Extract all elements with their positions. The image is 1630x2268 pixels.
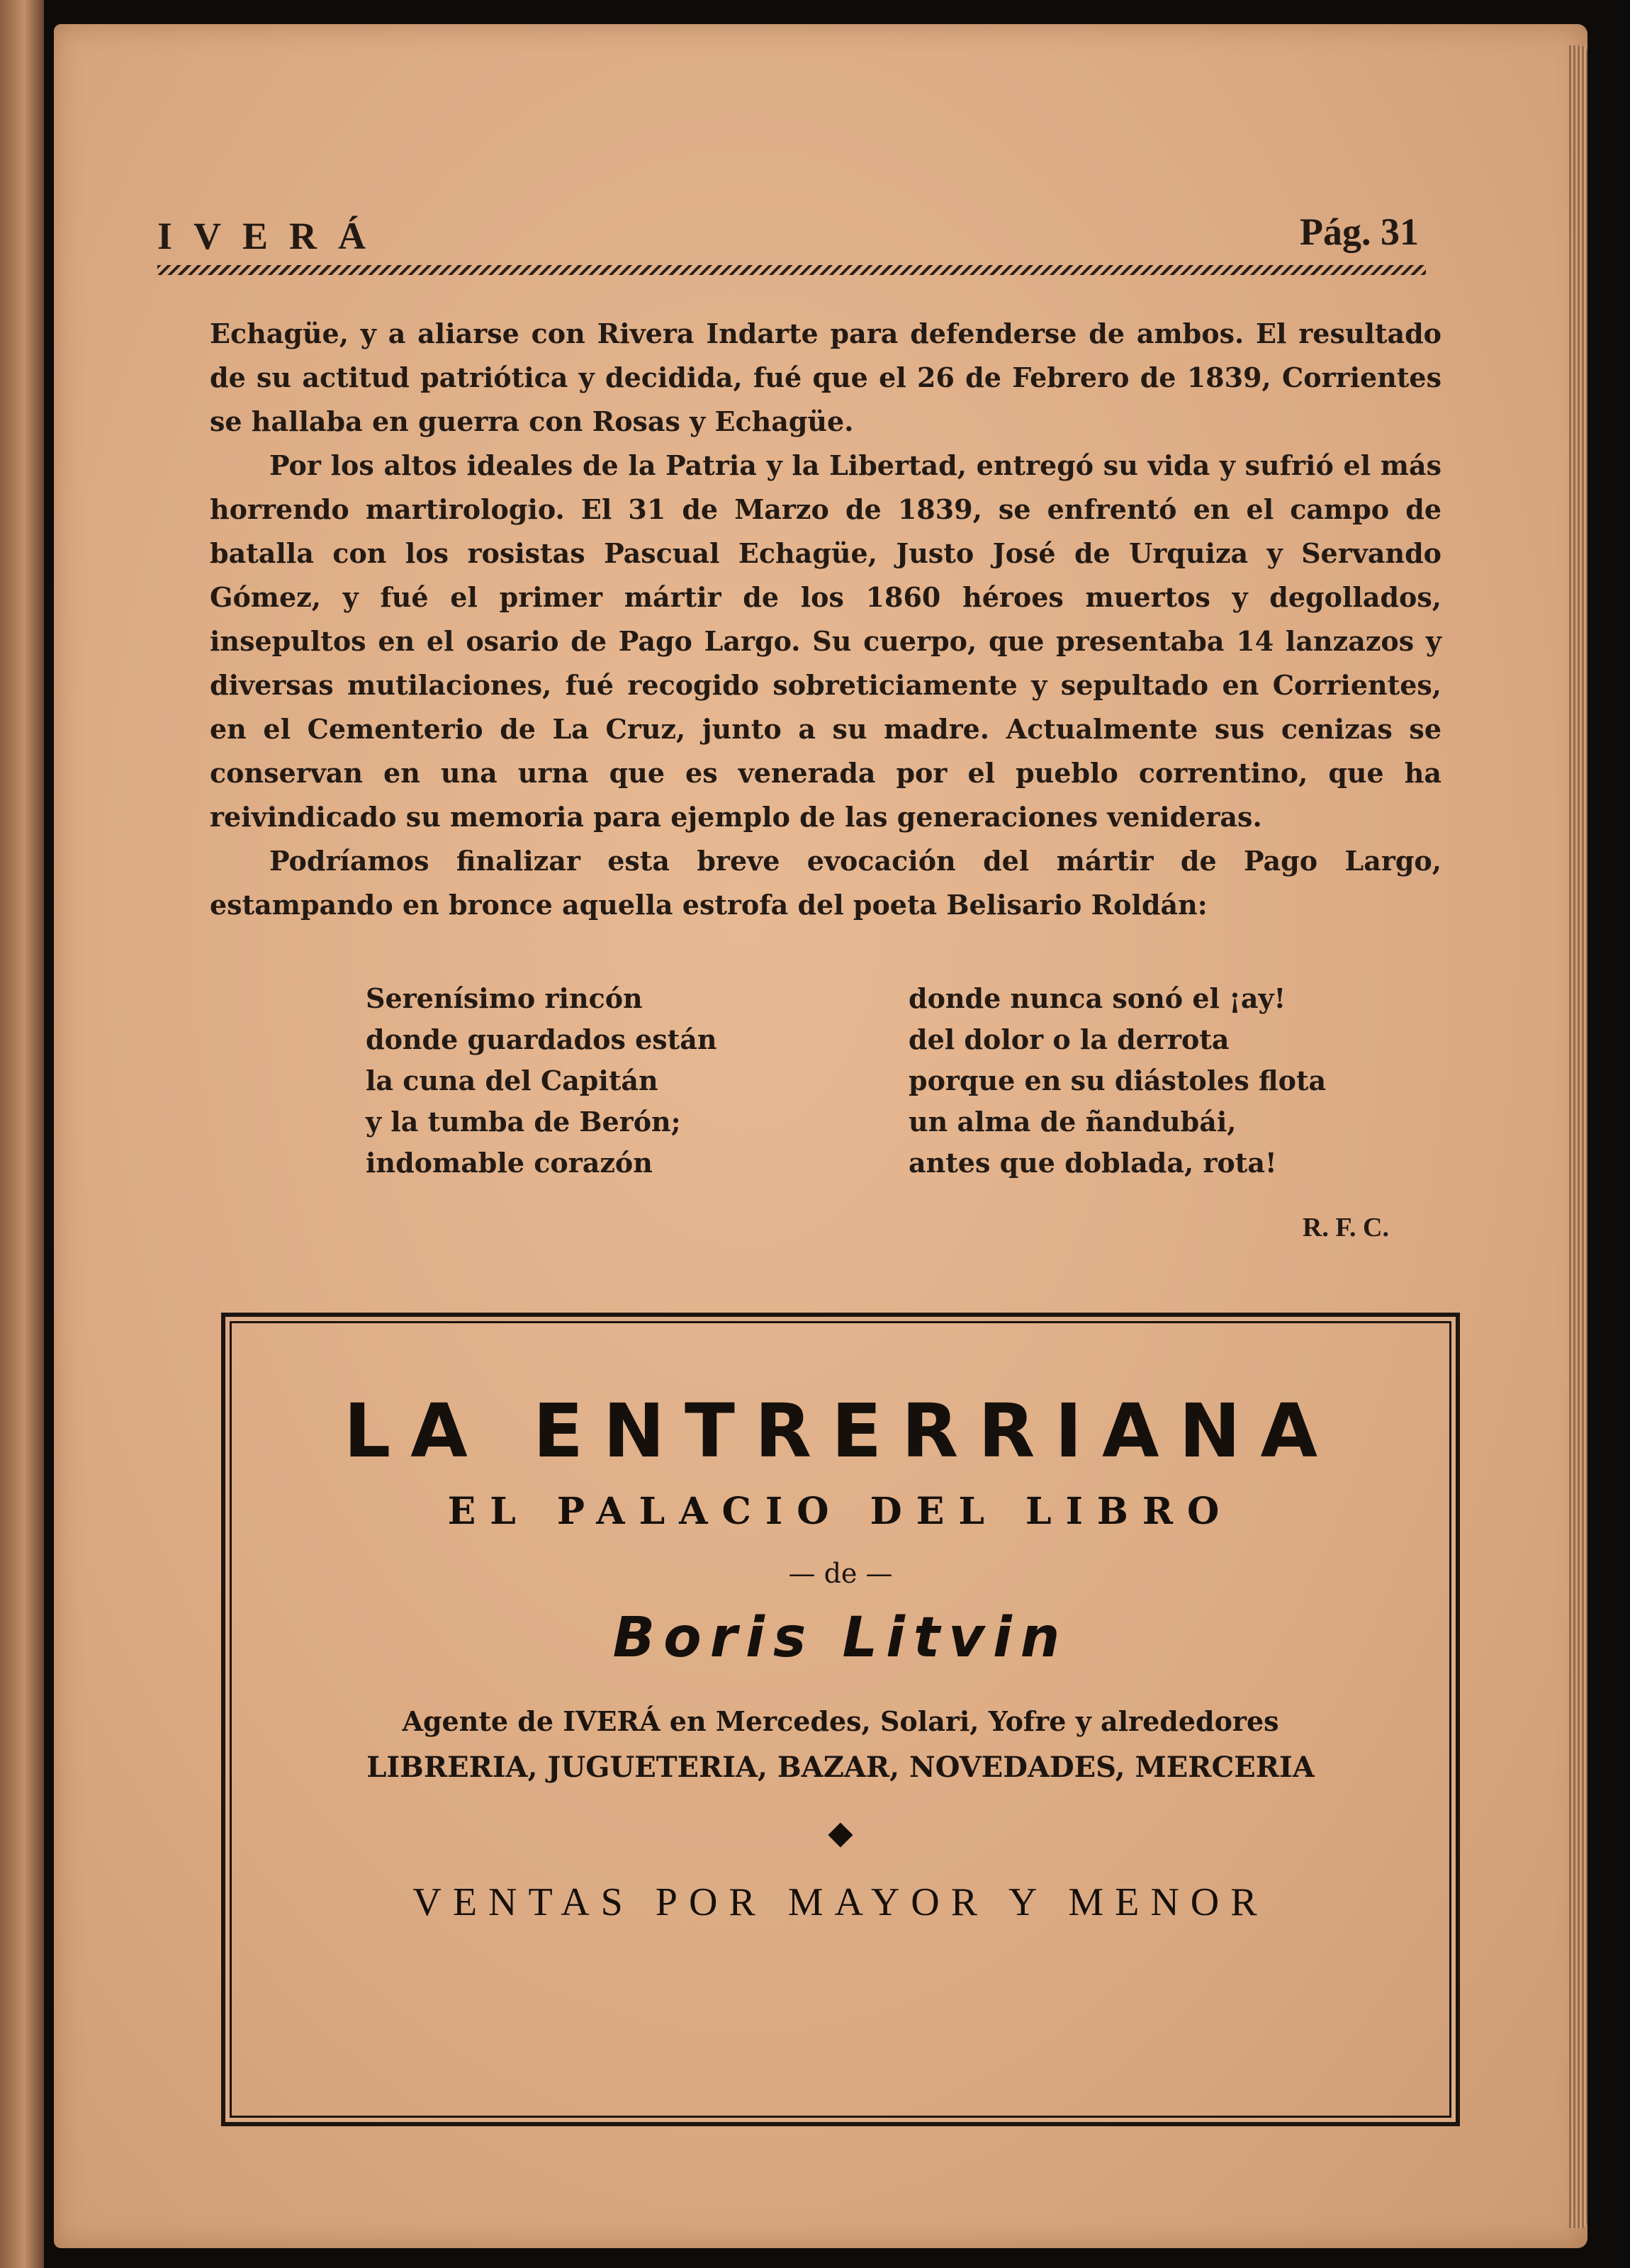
ad-owner-name: Boris Litvin — [612, 1606, 1069, 1670]
poem-line: Serenísimo rincón — [366, 982, 643, 1014]
ad-categories: LIBRERIA, JUGUETERIA, BAZAR, NOVEDADES, MERCERIA — [366, 1751, 1315, 1784]
ad-title: LA ENTRERRIANA — [344, 1388, 1337, 1474]
page-number: Pág. 31 — [1300, 210, 1419, 253]
poem-column-right — [909, 978, 1326, 1184]
ad-connector: — de — — [788, 1558, 893, 1589]
poem-column-left — [366, 978, 716, 1184]
poem-line: indomable corazón — [366, 1147, 653, 1179]
bookstore-advertisement — [221, 1313, 1460, 2126]
author-initials: R. F. C. — [1302, 1213, 1389, 1242]
article-paragraph: Por los altos ideales de la Patria y la Libertad, entregó su vida y sufrió el más horrendo martirologio. El 31 de Marzo de 1839, se enfrentó en el campo de batalla con los rosistas Pascual Echagüe, Justo José de Urquiza y Servando Gómez, y fué el primer mártir de los 1860 héroes muertos y degollados, insepultos en el osario de Pago Largo. Su cuerpo, que presentaba 14 lanzazos y diversas mutilaciones, fué recogido sobreticiamente y sepultado en Corrientes, en el Cementerio de La Cruz, junto a su madre. Actualmente sus cenizas se conservan en una urna que es venerada por el pueblo correntino, que ha reivindicado su memoria para ejemplo de las generaciones venideras. — [210, 449, 1441, 833]
poem-line: del dolor o la derrota — [909, 1023, 1230, 1055]
journal-name: IVERÁ — [157, 215, 388, 257]
ad-footer: VENTAS POR MAYOR Y MENOR — [412, 1880, 1269, 1924]
poem-line: la cuna del Capitán — [366, 1065, 658, 1096]
diamond-ornament-icon: ◆ — [828, 1813, 853, 1851]
poem-line: donde nunca sonó el ¡ay! — [909, 982, 1286, 1014]
poem-line: donde guardados están — [366, 1023, 717, 1055]
previous-page-edge — [0, 0, 44, 2268]
poem-stanza — [366, 978, 1372, 1205]
ad-subtitle: EL PALACIO DEL LIBRO — [447, 1490, 1234, 1533]
ad-agent-line: Agente de IVERÁ en Mercedes, Solari, Yofre y alrededores — [402, 1705, 1279, 1737]
header-ornament-rule — [157, 265, 1426, 275]
page-stack-edge — [1569, 45, 1587, 2228]
article-body — [210, 312, 1441, 927]
poem-line: y la tumba de Berón; — [366, 1106, 681, 1138]
running-header — [157, 210, 1419, 266]
article-paragraph: Podríamos finalizar esta breve evocación del mártir de Pago Largo, estampando en bronce aquella estrofa del poeta Belisario Roldán: — [210, 845, 1441, 921]
poem-line: antes que doblada, rota! — [909, 1147, 1277, 1179]
article-paragraph: Echagüe, y a aliarse con Rivera Indarte para defenderse de ambos. El resultado de su actitud patriótica y decidida, fué que el 26 de Febrero de 1839, Corrientes se hallaba en guerra con Rosas y Echagüe. — [210, 318, 1441, 437]
poem-line: porque en su diástoles flota — [909, 1065, 1327, 1096]
poem-line: un alma de ñandubái, — [909, 1106, 1237, 1138]
